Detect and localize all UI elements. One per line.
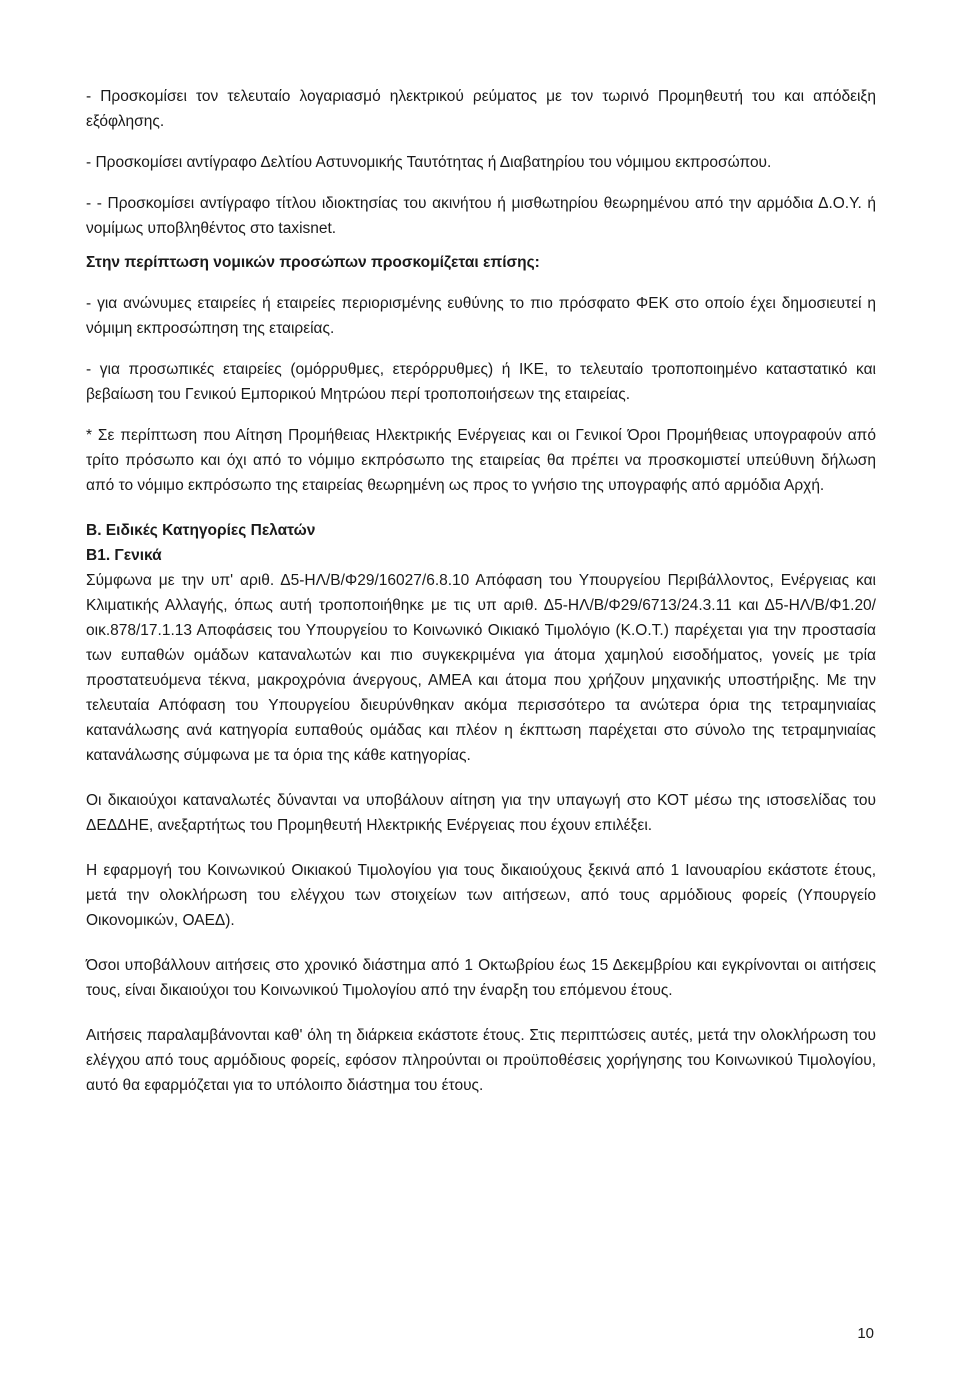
document-page	[86, 84, 876, 1098]
paragraph-kot-start: Η εφαρμογή του Κοινωνικού Οικιακού Τιμολογίου για τους δικαιούχους ξεκινά από 1 Ιανουαρίου εκάστοτε έτους, μετά την ολοκλήρωση του ελέγχου των στοιχείων των αιτήσεων, από τους αρμόδιους φορείς (Υπουργείο Οικονομικών, ΟΑΕΔ).	[86, 862, 876, 929]
paragraph-title-deed: - - Προσκομίσει αντίγραφο τίτλου ιδιοκτησίας του ακινήτου ή μισθωτηρίου θεωρημένου από την αρμόδια Δ.Ο.Υ. ή νομίμως υποβληθέντος στο taxisnet.	[86, 195, 876, 237]
paragraph-id-copy: - Προσκομίσει αντίγραφο Δελτίου Αστυνομικής Ταυτότητας ή Διαβατηρίου του νόμιμου εκπροσώπου.	[86, 154, 772, 171]
section-heading-b: Β. Ειδικές Κατηγορίες Πελατών	[86, 522, 316, 539]
page-number: 10	[857, 1325, 874, 1342]
paragraph-last-bill: - Προσκομίσει τον τελευταίο λογαριασμό ηλεκτρικού ρεύματος με τον τωρινό Προμηθευτή του και απόδειξη εξόφλησης.	[86, 88, 876, 130]
legal-entities-heading: Στην περίπτωση νομικών προσώπων προσκομίζεται επίσης:	[86, 254, 540, 271]
paragraph-third-party: * Σε περίπτωση που Αίτηση Προμήθειας Ηλεκτρικής Ενέργειας και οι Γενικοί Όροι Προμήθειας υπογραφούν από τρίτο πρόσωπο και όχι από το νόμιμο εκπρόσωπο της εταιρείας θα πρέπει να προσκομιστεί υπεύθυνη δήλωση από το νόμιμο εκπρόσωπο της εταιρείας θεωρημένη ως προς το γνήσιο της υπογραφής από αρμόδια Αρχή.	[86, 427, 876, 494]
paragraph-kot-application: Οι δικαιούχοι καταναλωτές δύνανται να υποβάλουν αίτηση για την υπαγωγή στο ΚΟΤ μέσω της ιστοσελίδας του ΔΕΔΔΗΕ, ανεξαρτήτως του Προμηθευτή Ηλεκτρικής Ενέργειας που έχουν επιλέξει.	[86, 792, 876, 834]
paragraph-kot-anytime: Αιτήσεις παραλαμβάνονται καθ' όλη τη διάρκεια εκάστοτε έτους. Στις περιπτώσεις αυτές, μετά την ολοκλήρωση του ελέγχου από τους αρμόδιους φορείς, εφόσον πληρούνται οι προϋποθέσεις χορήγησης του Κοινωνικού Τιμολογίου, αυτό θα εφαρμόζεται για το υπόλοιπο διάστημα του έτους.	[86, 1027, 876, 1094]
paragraph-sa-ltd: - για ανώνυμες εταιρείες ή εταιρείες περιορισμένης ευθύνης το πιο πρόσφατο ΦΕΚ στο οποίο έχει δημοσιευτεί η νόμιμη εκπροσώπηση της εταιρείας.	[86, 295, 876, 337]
paragraph-kot-decision: Σύμφωνα με την υπ' αριθ. Δ5-ΗΛ/Β/Φ29/16027/6.8.10 Απόφαση του Υπουργείου Περιβάλλοντος, Ενέργειας και Κλιματικής Αλλαγής, όπως αυτή τροποποιήθηκε με τις υπ αριθ. Δ5-ΗΛ/Β/Φ29/6713/24.3.11 και Δ5-ΗΛ/Β/Φ1.20/οικ.878/17.1.13 Αποφάσεις του Υπουργείου το Κοινωνικό Οικιακό Τιμολόγιο (Κ.Ο.Τ.) παρέχεται για την προστασία των ευπαθών ομάδων καταναλωτών και πιο συγκεκριμένα για άτομα χαμηλού εισοδήματος, γονείς με τρία προστατευόμενα τέκνα, μακροχρόνια άνεργους, ΑΜΕΑ και άτομα που χρήζουν μηχανικής υποστήριξης. Με την τελευταία Απόφαση του Υπουργείου διευρύνθηκαν ακόμα περισσότερο τα ανώτερα όρια της τετραμηνιαίας κατανάλωσης ανά κατηγορία ευπαθούς ομάδας και πλέον η έκπτωση παρέχεται στο σύνολο της τετραμηνιαίας κατανάλωσης σύμφωνα με τα όρια της κάθε κατηγορίας.	[86, 572, 876, 764]
paragraph-kot-oct-dec: Όσοι υποβάλλουν αιτήσεις στο χρονικό διάστημα από 1 Οκτωβρίου έως 15 Δεκεμβρίου και εγκρίνονται οι αιτήσεις τους, είναι δικαιούχοι του Κοινωνικού Τιμολογίου από την έναρξη του επόμενου έτους.	[86, 957, 876, 999]
paragraph-partnerships: - για προσωπικές εταιρείες (ομόρρυθμες, ετερόρρυθμες) ή ΙΚΕ, το τελευταίο τροποποιημένο καταστατικό και βεβαίωση του Γενικού Εμπορικού Μητρώου περί τροποποιήσεων της εταιρείας.	[86, 361, 876, 403]
section-heading-b1: Β1. Γενικά	[86, 547, 162, 564]
